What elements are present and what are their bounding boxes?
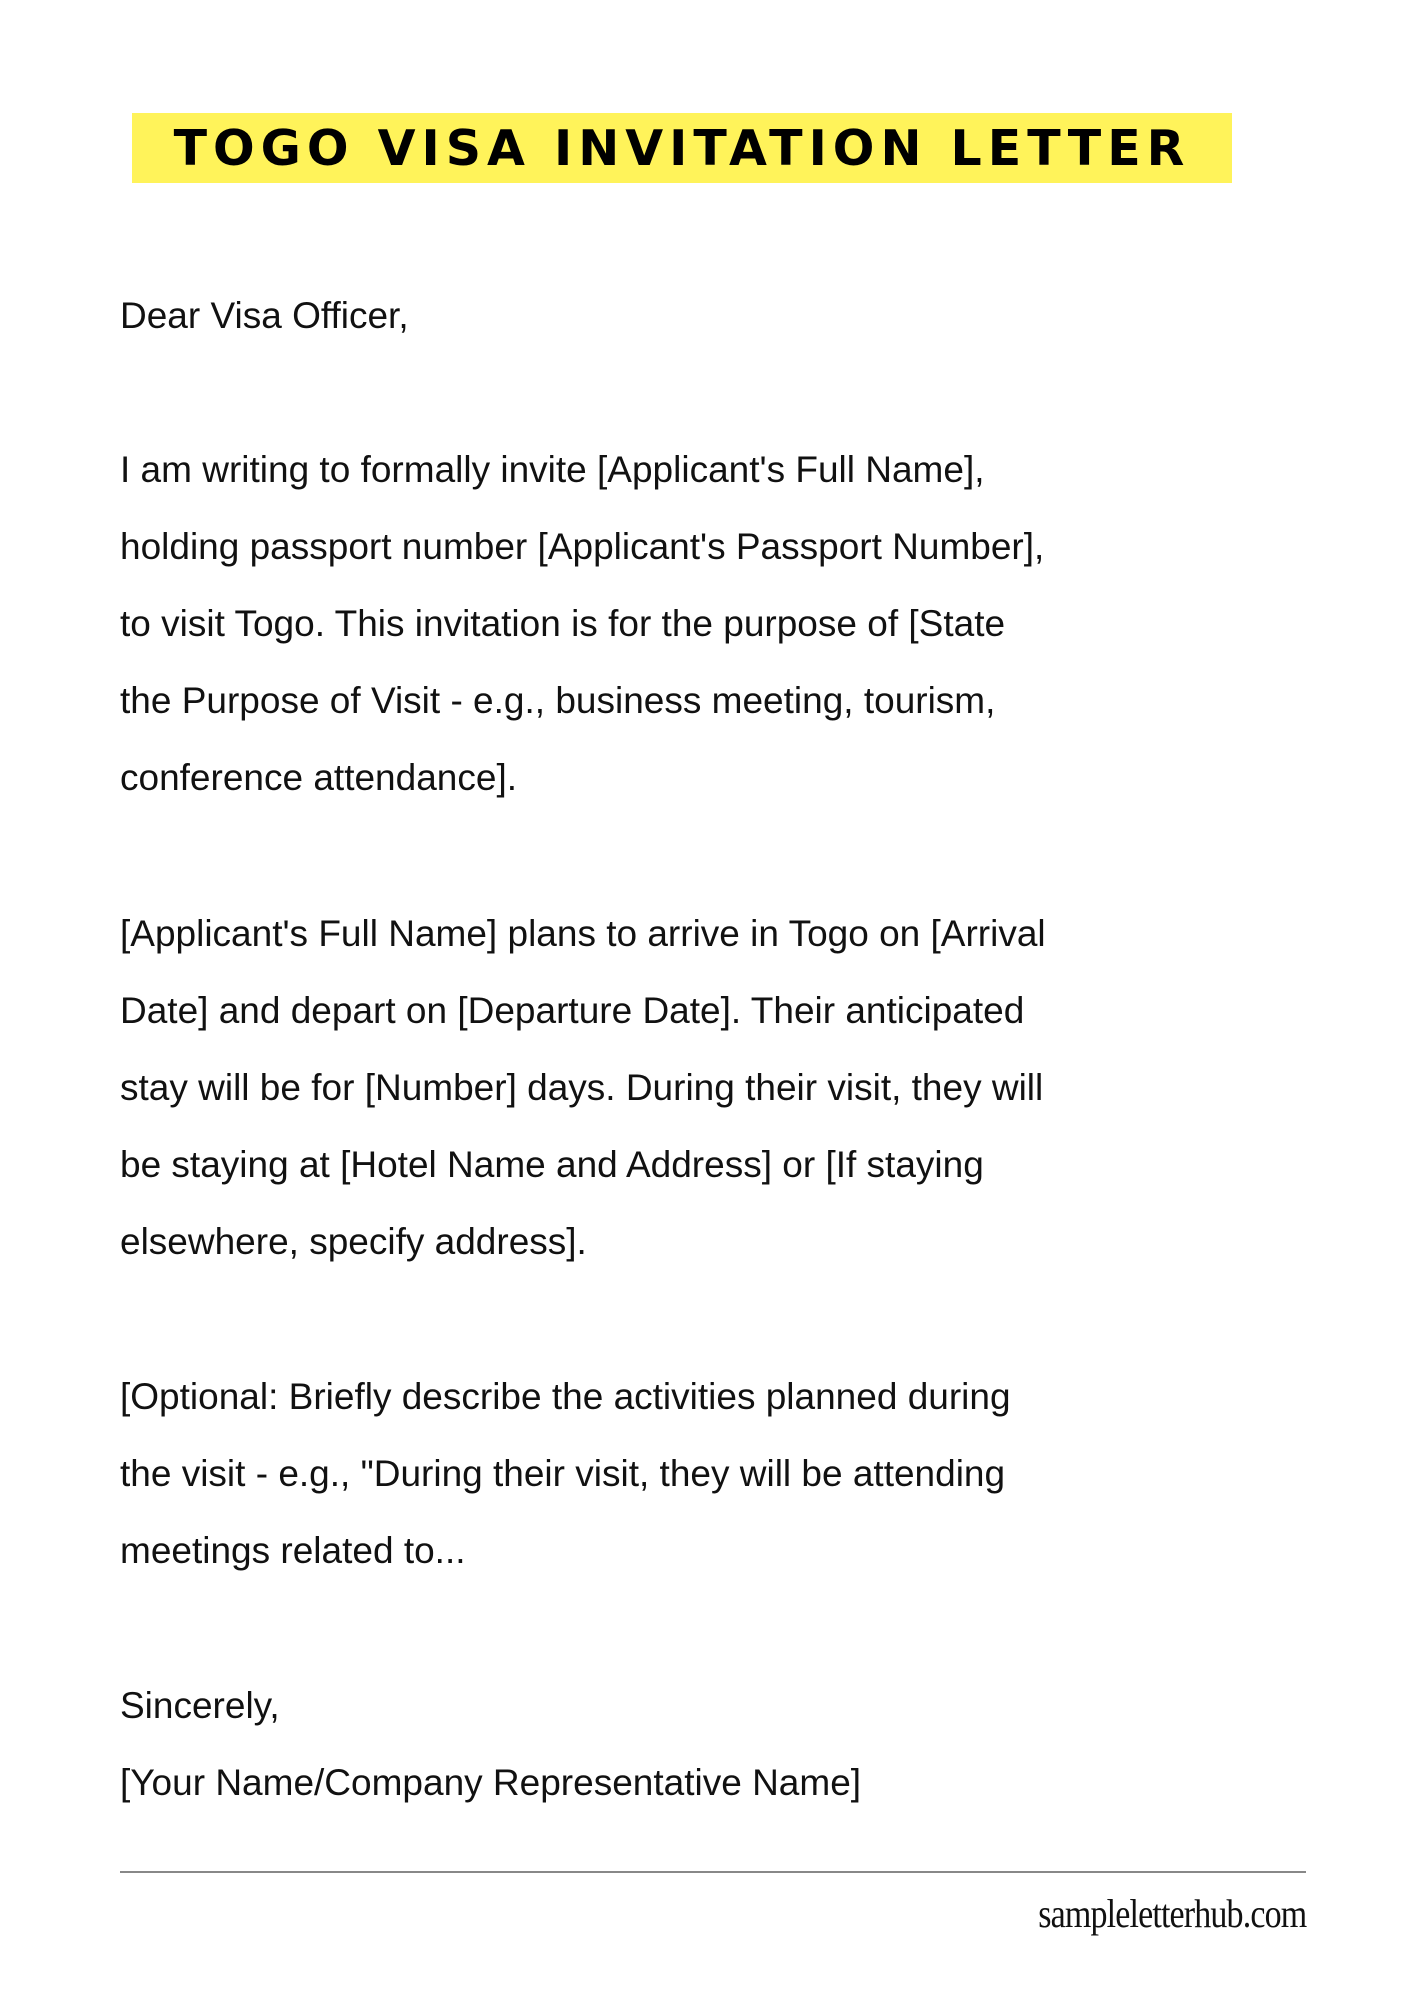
paragraph-line: holding passport number [Applicant's Passport Number], [120,526,1045,567]
salutation: Dear Visa Officer, [120,295,409,336]
paragraph-line: conference attendance]. [120,757,518,798]
paragraph-line: meetings related to... [120,1530,466,1571]
paragraph-line: [Optional: Briefly describe the activities planned during [120,1376,1011,1417]
paragraph-line: elsewhere, specify address]. [120,1221,587,1262]
paragraph-line: the Purpose of Visit - e.g., business meeting, tourism, [120,680,996,721]
paragraph-line: [Applicant's Full Name] plans to arrive in Togo on [Arrival [120,913,1046,954]
paragraph-line: I am writing to formally invite [Applicant's Full Name], [120,449,985,490]
paragraph-line: be staying at [Hotel Name and Address] or [If staying [120,1144,984,1185]
letter-title: TOGO VISA INVITATION LETTER [173,119,1191,177]
paragraph-1 [120,431,1044,816]
paragraph-line: stay will be for [Number] days. During their visit, they will [120,1067,1044,1108]
paragraph-3 [120,1358,1011,1589]
footer-divider [120,1871,1306,1873]
paragraph-2 [120,895,1046,1280]
paragraph-line: the visit - e.g., "During their visit, they will be attending [120,1453,1006,1494]
title-banner [132,113,1232,183]
paragraph-line: to visit Togo. This invitation is for the purpose of [State [120,603,1006,644]
closing-block [120,1667,861,1821]
footer-site: sampleletterhub.com [1037,1891,1306,1936]
paragraph-line: Date] and depart on [Departure Date]. Their anticipated [120,990,1025,1031]
signature: [Your Name/Company Representative Name] [120,1762,862,1803]
closing: Sincerely, [120,1685,280,1726]
